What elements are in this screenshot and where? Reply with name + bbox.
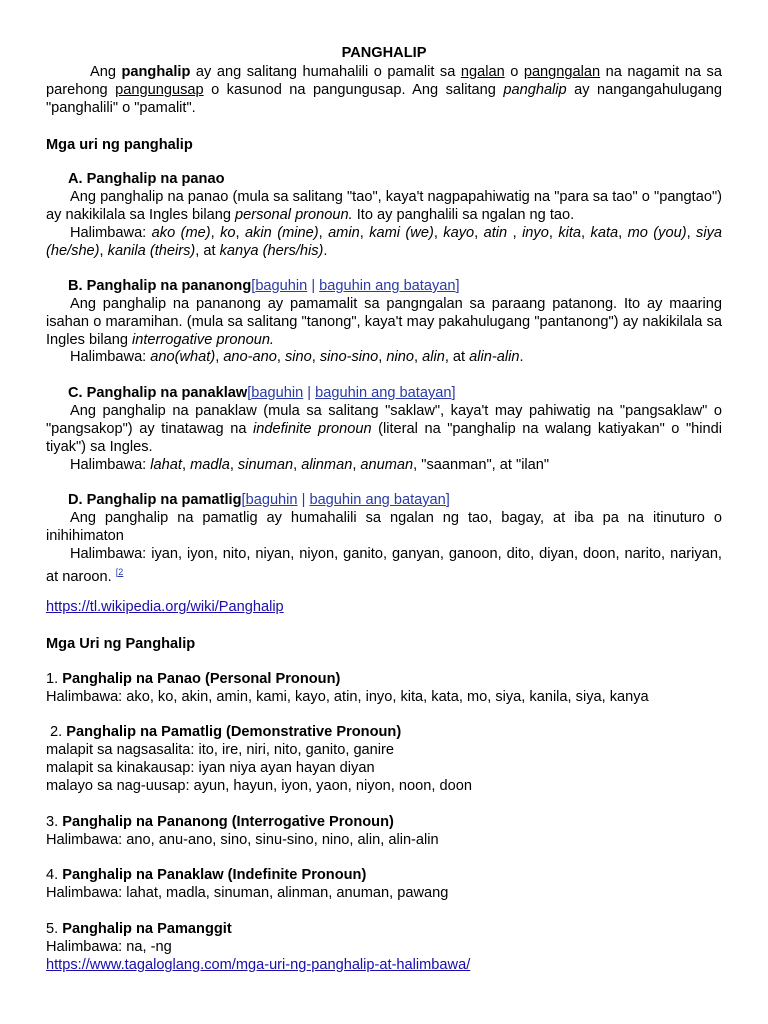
pamatlig-examples: Halimbawa: iyan, iyon, nito, niyan, niyon, ganito, ganyan, ganoon, dito, diyan, doon, narito, nariyan, at naroon. $^{[2}$: [46, 546, 722, 585]
heading-panao: A. Panghalip na panao: [68, 171, 225, 187]
intro-paragraph: Ang panghalip ay ang salitang humahalili o pamalit sa ngalan o pangngalan na nagamit na sa parehong pangungusap o kasunod na pangungusap. Ang salitang panghalip ay nangangahulugang "panghalili" o "pamalit".: [46, 64, 722, 116]
baguhin-link[interactable]: baguhin: [245, 492, 298, 508]
pananong-body: Ang panghalip na pananong ay pamamalit sa pangngalan sa paraang patanong. Ito ay maaring isahan o maramihan. (mula sa salitang "tanong", kaya't may pakahulugang "pantanong") ay nakikilala sa Ingles bilang interrogative pronoun.: [46, 296, 722, 348]
item-1-title: 1. Panghalip na Panao (Personal Pronoun): [46, 671, 341, 687]
baguhin-link[interactable]: baguhin: [255, 278, 308, 294]
item-3-title: 3. Panghalip na Pananong (Interrogative Pronoun): [46, 814, 394, 830]
baguhin-link[interactable]: baguhin: [251, 385, 304, 401]
panaklaw-body: Ang panghalip na panaklaw (mula sa salitang "saklaw", kaya't may pahiwatig na "pangsaklaw" o "pangsakop") ay tinatawag na indefinite pronoun (literal na "panghalip na walang katiyakan" o "hindi tiyak") sa Ingles.: [46, 403, 723, 455]
pananong-examples: Halimbawa: ano(what), ano-ano, sino, sino-sino, nino, alin, at alin-alin.: [70, 349, 524, 365]
section-heading-mga-uri: Mga uri ng panghalip: [46, 137, 193, 153]
pangungusap-link[interactable]: pangungusap: [115, 81, 204, 98]
item-2-title: 2. Panghalip na Pamatlig (Demonstrative Pronoun): [46, 724, 402, 740]
baguhin-batayan-link[interactable]: baguhin ang batayan: [309, 492, 446, 508]
item-4-title: 4. Panghalip na Panaklaw (Indefinite Pronoun): [46, 867, 367, 883]
item-1-examples: Halimbawa: ako, ko, akin, amin, kami, kayo, atin, inyo, kita, kata, mo, siya, kanila, siya, kanya: [46, 689, 649, 705]
item-2-line-1: malapit sa nagsasalita: ito, ire, niri, nito, ganito, ganire: [46, 742, 395, 758]
item-3-examples: Halimbawa: ano, anu-ano, sino, sinu-sino, nino, alin, alin-alin: [46, 832, 439, 848]
baguhin-batayan-link[interactable]: baguhin ang batayan: [319, 278, 456, 294]
panaklaw-examples: Halimbawa: lahat, madla, sinuman, alinman, anuman, "saanman", at "ilan": [70, 457, 550, 473]
item-5-examples: Halimbawa: na, -ng: [46, 939, 172, 955]
page-title: PANGHALIP: [341, 45, 427, 61]
part2-heading: Mga Uri ng Panghalip: [46, 636, 196, 652]
wikipedia-link[interactable]: https://tl.wikipedia.org/wiki/Panghalip: [46, 599, 284, 615]
item-4-examples: Halimbawa: lahat, madla, sinuman, alinman, anuman, pawang: [46, 885, 449, 901]
item-2-line-2: malapit sa kinakausap: iyan niya ayan hayan diyan: [46, 760, 375, 776]
ngalan-link[interactable]: ngalan: [460, 64, 505, 80]
baguhin-batayan-link[interactable]: baguhin ang batayan: [315, 385, 452, 401]
heading-pamatlig: D. Panghalip na pamatlig[baguhin | baguhin ang batayan]: [68, 492, 450, 508]
item-5-title: 5. Panghalip na Pamanggit: [46, 921, 232, 937]
item-2-line-3: malayo sa nag-uusap: ayun, hayun, iyon, yaon, niyon, noon, doon: [46, 778, 472, 794]
panao-body: Ang panghalip na panao (mula sa salitang "tao", kaya't nagpapahiwatig na "para sa tao" o "pangtao") ay nakikilala sa Ingles bilang personal pronoun. Ito ay panghalili sa ngalan ng tao.: [46, 189, 722, 223]
reference-link[interactable]: [2: [115, 566, 124, 577]
pangngalan-link[interactable]: pangngalan: [523, 64, 601, 80]
pamatlig-body: Ang panghalip na pamatlig ay humahalili sa ngalan ng tao, bagay, at iba pa na itinuturo o inihihimaton: [46, 510, 722, 544]
heading-panaklaw: C. Panghalip na panaklaw[baguhin | baguhin ang batayan]: [68, 385, 456, 401]
tagaloglang-link[interactable]: https://www.tagaloglang.com/mga-uri-ng-panghalip-at-halimbawa/: [46, 957, 471, 973]
panao-examples: Halimbawa: ako (me), ko, akin (mine), amin, kami (we), kayo, atin , inyo, kita, kata, mo (you), siya (he/she), kanila (theirs), at kanya (hers/his).: [46, 225, 722, 259]
heading-pananong: B. Panghalip na pananong[baguhin | baguhin ang batayan]: [68, 278, 460, 294]
